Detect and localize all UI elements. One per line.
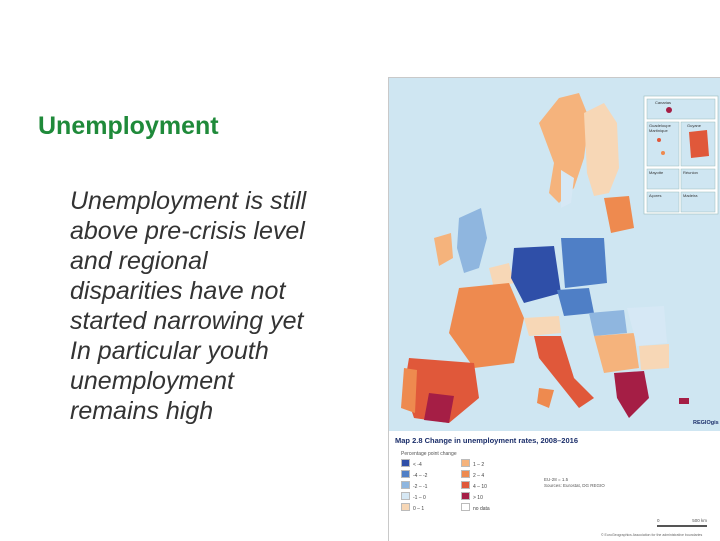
- legend-label: 4 – 10: [473, 484, 487, 490]
- bullet-line: disparities have not: [70, 277, 286, 305]
- inset-label-acores: Açores: [649, 193, 662, 198]
- legend-item: [461, 470, 521, 480]
- scale-end-label: 500 km: [692, 518, 707, 523]
- legend-label: -4 – -2: [413, 473, 428, 479]
- map-notes: [544, 477, 605, 489]
- legend-swatch: [401, 481, 410, 489]
- legend-item: [461, 481, 521, 491]
- legend-swatch: [401, 470, 410, 478]
- legend-item: [461, 459, 521, 469]
- bullet-item-unemployment: [70, 186, 370, 336]
- legend-swatch: [461, 459, 470, 467]
- bullet-line: unemployment: [70, 367, 234, 395]
- legend-swatch: [461, 492, 470, 500]
- legend-item: [401, 470, 461, 480]
- legend-item: [461, 503, 521, 513]
- legend-swatch: [461, 481, 470, 489]
- bullet-line: and regional: [70, 247, 208, 275]
- inset-label-guadeloupe: Guadeloupe Martinique: [649, 123, 671, 133]
- map-caption-panel: [389, 431, 720, 541]
- legend-label: no data: [473, 506, 490, 512]
- inset-label-canarias: Canarias: [655, 100, 672, 105]
- legend-item: [461, 492, 521, 502]
- boundaries-credit: © EuroGeographics Association for the administrative boundaries: [601, 533, 703, 537]
- bullet-line: above pre-crisis level: [70, 217, 305, 245]
- region-andalucia: [424, 393, 454, 423]
- legend-label: -1 – 0: [413, 495, 426, 501]
- region-poland: [561, 238, 607, 288]
- inset-label-mayotte: Mayotte: [649, 170, 664, 175]
- legend-swatch: [401, 492, 410, 500]
- legend-swatch: [401, 503, 410, 511]
- legend-swatch: [461, 470, 470, 478]
- region-alps: [524, 316, 561, 336]
- region-hungary: [589, 310, 627, 336]
- region-guadeloupe-dot: [657, 138, 661, 142]
- legend-swatch: [461, 503, 470, 511]
- bullet-line: Unemployment is still: [70, 187, 307, 215]
- region-cyprus: [679, 398, 689, 404]
- inset-label-reunion: Réunion: [683, 170, 698, 175]
- bullet-line: In particular youth: [70, 337, 269, 365]
- legend-heading: Percentage point change: [401, 451, 457, 457]
- region-canarias-dot: [666, 107, 672, 113]
- bullet-line: remains high: [70, 397, 214, 425]
- scale-bar: [657, 518, 707, 528]
- bullet-line: started narrowing yet: [70, 307, 304, 335]
- region-guyane: [689, 130, 709, 158]
- legend-label: < -4: [413, 462, 422, 468]
- legend-label: 0 – 1: [413, 506, 425, 512]
- inset-label-madeira: Madeira: [683, 193, 698, 198]
- scale-line: [657, 525, 707, 527]
- legend-swatch: [401, 459, 410, 467]
- map-legend: [401, 459, 521, 515]
- legend-label: -2 – -1: [413, 484, 428, 490]
- legend-label: 2 – 4: [473, 473, 485, 479]
- legend-item: [401, 503, 461, 513]
- inset-label-guyane: Guyane: [687, 123, 702, 128]
- legend-label: 1 – 2: [473, 462, 485, 468]
- scale-start-label: 0: [657, 518, 660, 523]
- unemployment-map-figure: [388, 77, 720, 541]
- slide-title: Unemployment: [38, 112, 219, 140]
- map-caption-title: Map 2.8 Change in unemployment rates, 2008–2016: [395, 436, 578, 445]
- legend-item: [401, 459, 461, 469]
- legend-item: [401, 492, 461, 502]
- regiogis-logo: REGIOgis: [693, 420, 719, 426]
- region-bulgaria: [639, 344, 669, 370]
- bullet-item-youth: [70, 336, 370, 426]
- bullet-list: [70, 186, 370, 426]
- region-martinique-dot: [661, 151, 665, 155]
- sources-note: Sources: Eurostat, DG REGIO: [544, 483, 605, 488]
- legend-item: [401, 481, 461, 491]
- legend-label: > 10: [473, 495, 483, 501]
- eu-average-note: EU-28 = 1.5: [544, 477, 569, 482]
